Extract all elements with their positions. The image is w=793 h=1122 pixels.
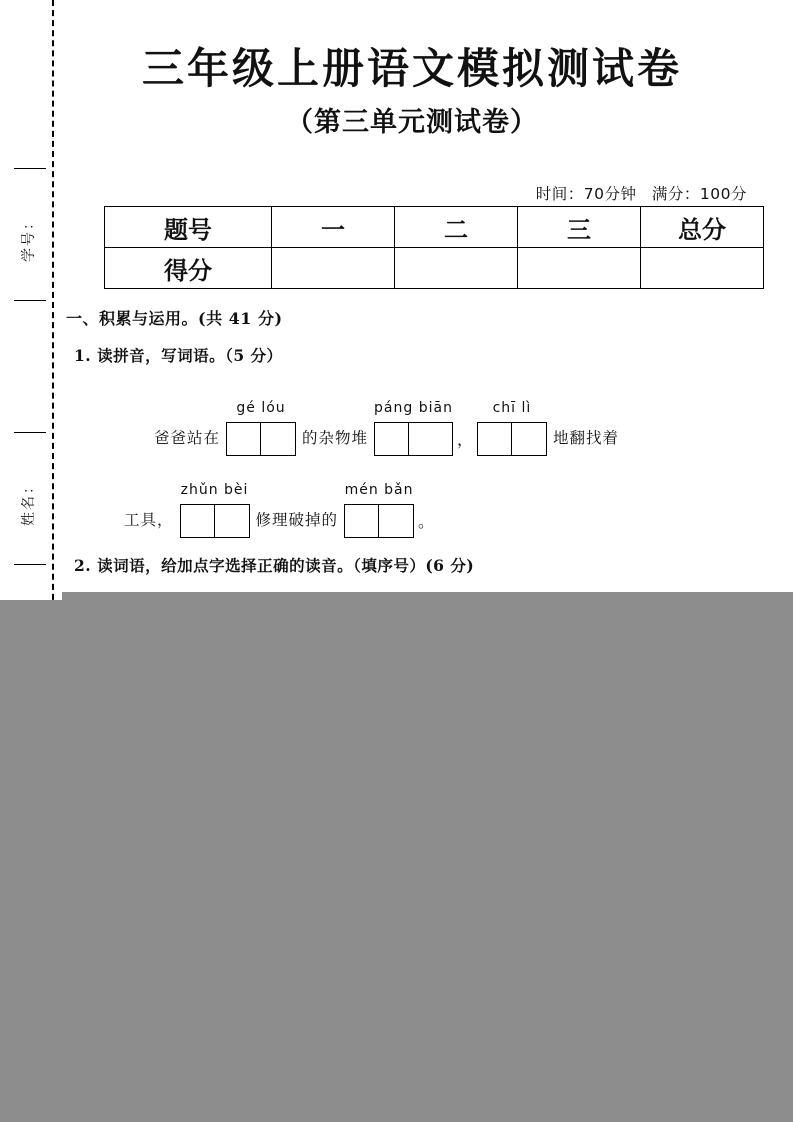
- pinyin-answer-box[interactable]: [344, 482, 414, 538]
- sentence-text: 工具，: [124, 511, 174, 529]
- pinyin-label: mén bǎn: [344, 482, 414, 498]
- sentence-text: 地翻找着: [552, 429, 619, 447]
- score-table-cell: 三: [518, 207, 641, 248]
- score-table: [104, 206, 764, 289]
- section-heading: 一、积累与运用。(共 41 分): [66, 309, 283, 328]
- question-1-line-2: [118, 482, 438, 538]
- page-title: 三年级上册语文模拟测试卷: [141, 44, 682, 93]
- sentence-text: 爸爸站在: [154, 429, 221, 447]
- question-1-line-1: [148, 400, 625, 456]
- grey-overlay-left: [0, 600, 62, 1122]
- margin-rule: [14, 168, 46, 169]
- grey-overlay: [62, 592, 793, 1122]
- score-table-cell: 总分: [641, 207, 764, 248]
- sentence-text: 修理破掉的: [255, 511, 339, 529]
- tianzige-cell[interactable]: [512, 423, 546, 455]
- pinyin-answer-box[interactable]: [226, 400, 296, 456]
- score-table-cell: 一: [272, 207, 395, 248]
- score-input-cell[interactable]: [395, 248, 518, 289]
- student-id-label: 学号：: [21, 214, 37, 262]
- score-input-cell[interactable]: [518, 248, 641, 289]
- tianzige-boxes[interactable]: [374, 422, 453, 456]
- student-name-label: 姓名：: [21, 478, 37, 526]
- tianzige-cell[interactable]: [261, 423, 295, 455]
- pinyin-label: zhǔn bèi: [180, 482, 249, 498]
- exam-meta: [526, 182, 747, 204]
- question-2-heading: 2. 读词语，给加点字选择正确的读音。（填序号）(6 分): [74, 556, 475, 575]
- pinyin-answer-box[interactable]: [180, 482, 250, 538]
- tianzige-cell[interactable]: [215, 505, 249, 537]
- question-1-heading: 1. 读拼音，写词语。（5 分）: [74, 346, 283, 365]
- score-table-header-cell: 得分: [105, 248, 272, 289]
- score-input-cell[interactable]: [641, 248, 764, 289]
- tianzige-boxes[interactable]: [477, 422, 547, 456]
- pinyin-label: páng biān: [374, 400, 453, 416]
- sentence-text: 的杂物堆: [302, 429, 369, 447]
- tianzige-cell[interactable]: [181, 505, 215, 537]
- margin-rule: [14, 300, 46, 301]
- margin-rule: [14, 564, 46, 565]
- pinyin-answer-box[interactable]: [374, 400, 453, 456]
- score-table-cell: 二: [395, 207, 518, 248]
- margin-rule: [14, 432, 46, 433]
- punctuation: 。: [418, 512, 435, 531]
- pinyin-answer-box[interactable]: [477, 400, 547, 456]
- table-row: [105, 207, 764, 248]
- tianzige-cell[interactable]: [227, 423, 261, 455]
- tianzige-boxes[interactable]: [180, 504, 250, 538]
- dashed-cut-line: [52, 0, 54, 610]
- tianzige-cell[interactable]: [409, 423, 443, 455]
- table-row: [105, 248, 764, 289]
- score-input-cell[interactable]: [272, 248, 395, 289]
- pinyin-label: gé lóu: [236, 400, 286, 416]
- pinyin-label: chī lì: [492, 400, 532, 416]
- page-subtitle: （第三单元测试卷）: [286, 107, 538, 138]
- tianzige-cell[interactable]: [379, 505, 413, 537]
- tianzige-cell[interactable]: [345, 505, 379, 537]
- exam-full-score: 满分：100分: [651, 185, 747, 203]
- exam-time: 时间：70分钟: [535, 185, 637, 203]
- tianzige-cell[interactable]: [375, 423, 409, 455]
- tianzige-cell[interactable]: [478, 423, 512, 455]
- punctuation: ，: [456, 430, 473, 449]
- tianzige-boxes[interactable]: [344, 504, 414, 538]
- score-table-header-cell: 题号: [105, 207, 272, 248]
- tianzige-boxes[interactable]: [226, 422, 296, 456]
